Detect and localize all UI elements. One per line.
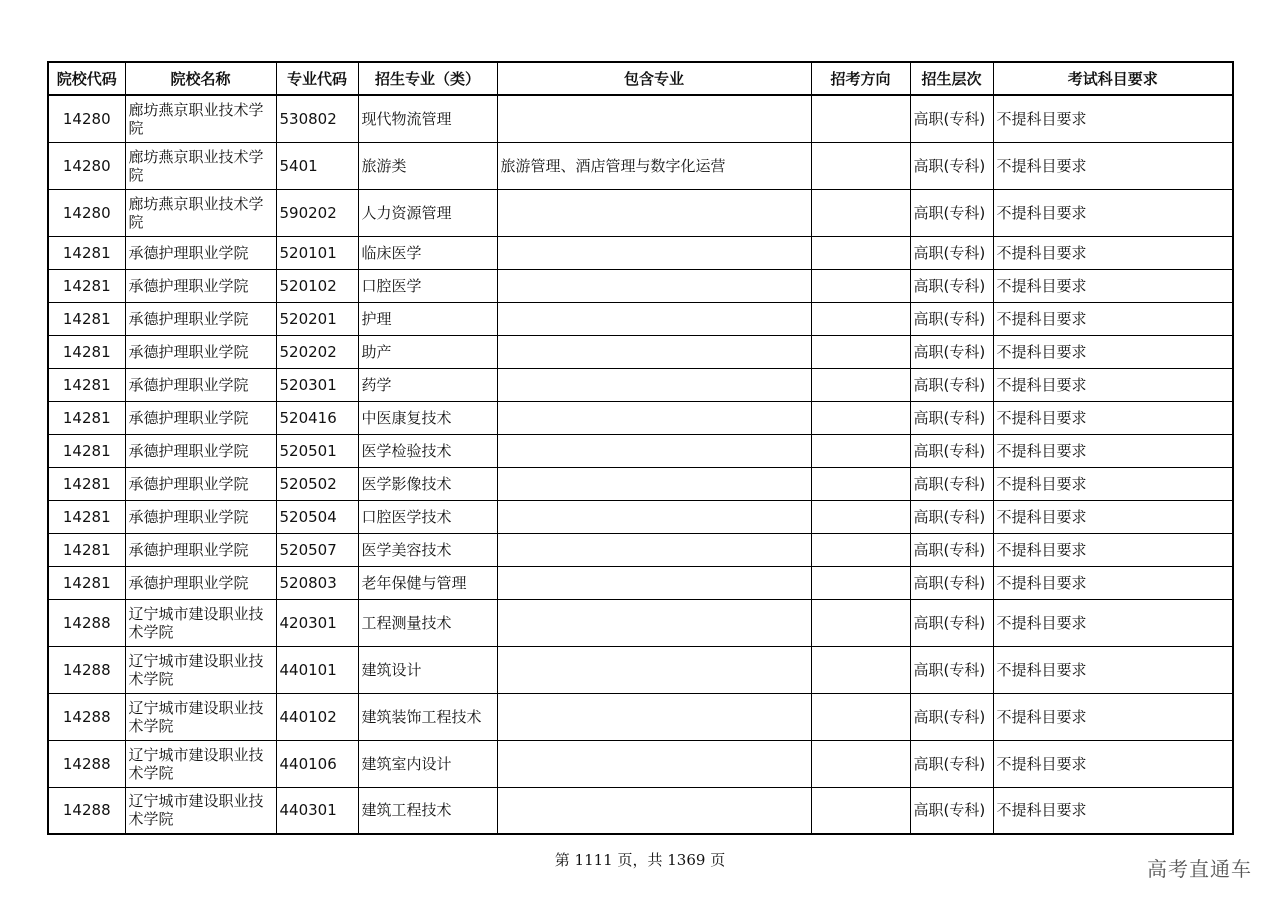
- cell-included-majors: [497, 95, 811, 142]
- table-row: [48, 236, 1233, 269]
- cell-major-code: 530802: [276, 95, 358, 142]
- cell-major: 工程测量技术: [358, 599, 497, 646]
- cell-level: 高职(专科): [910, 189, 993, 236]
- cell-school-name: 辽宁城市建设职业技术学院: [125, 646, 276, 693]
- cell-subject-requirement: 不提科目要求: [993, 467, 1233, 500]
- cell-included-majors: [497, 401, 811, 434]
- cell-direction: [811, 401, 910, 434]
- cell-major: 老年保健与管理: [358, 566, 497, 599]
- cell-direction: [811, 302, 910, 335]
- cell-major: 医学检验技术: [358, 434, 497, 467]
- cell-direction: [811, 533, 910, 566]
- cell-major: 建筑室内设计: [358, 740, 497, 787]
- table-row: [48, 368, 1233, 401]
- cell-subject-requirement: 不提科目要求: [993, 693, 1233, 740]
- table-row: [48, 787, 1233, 834]
- cell-major: 临床医学: [358, 236, 497, 269]
- header-major-code: 专业代码: [276, 62, 358, 95]
- header-school-code: 院校代码: [48, 62, 125, 95]
- cell-direction: [811, 236, 910, 269]
- table-row: [48, 646, 1233, 693]
- cell-major-code: 520416: [276, 401, 358, 434]
- cell-included-majors: [497, 599, 811, 646]
- cell-school-code: 14288: [48, 599, 125, 646]
- cell-school-code: 14281: [48, 269, 125, 302]
- cell-major: 现代物流管理: [358, 95, 497, 142]
- cell-level: 高职(专科): [910, 566, 993, 599]
- cell-level: 高职(专科): [910, 269, 993, 302]
- cell-level: 高职(专科): [910, 434, 993, 467]
- cell-school-name: 承德护理职业学院: [125, 236, 276, 269]
- cell-direction: [811, 142, 910, 189]
- cell-major: 助产: [358, 335, 497, 368]
- cell-major: 口腔医学技术: [358, 500, 497, 533]
- cell-included-majors: [497, 740, 811, 787]
- cell-direction: [811, 740, 910, 787]
- cell-direction: [811, 646, 910, 693]
- table-row: [48, 599, 1233, 646]
- cell-direction: [811, 269, 910, 302]
- cell-included-majors: 旅游管理、酒店管理与数字化运营: [497, 142, 811, 189]
- cell-subject-requirement: 不提科目要求: [993, 401, 1233, 434]
- cell-major-code: 5401: [276, 142, 358, 189]
- cell-major: 旅游类: [358, 142, 497, 189]
- cell-major: 口腔医学: [358, 269, 497, 302]
- cell-included-majors: [497, 335, 811, 368]
- cell-major-code: 590202: [276, 189, 358, 236]
- cell-school-code: 14281: [48, 533, 125, 566]
- cell-major: 建筑设计: [358, 646, 497, 693]
- header-subject-requirement: 考试科目要求: [993, 62, 1233, 95]
- table-row: [48, 95, 1233, 142]
- table-body: [48, 95, 1233, 834]
- table-row: [48, 500, 1233, 533]
- header-level: 招生层次: [910, 62, 993, 95]
- cell-included-majors: [497, 302, 811, 335]
- cell-direction: [811, 566, 910, 599]
- cell-major-code: 520202: [276, 335, 358, 368]
- cell-level: 高职(专科): [910, 401, 993, 434]
- cell-level: 高职(专科): [910, 533, 993, 566]
- table-row: [48, 401, 1233, 434]
- cell-school-name: 承德护理职业学院: [125, 335, 276, 368]
- cell-major-code: 520101: [276, 236, 358, 269]
- cell-school-name: 承德护理职业学院: [125, 467, 276, 500]
- cell-included-majors: [497, 566, 811, 599]
- cell-included-majors: [497, 693, 811, 740]
- cell-school-name: 辽宁城市建设职业技术学院: [125, 693, 276, 740]
- cell-direction: [811, 693, 910, 740]
- cell-school-name: 承德护理职业学院: [125, 533, 276, 566]
- cell-subject-requirement: 不提科目要求: [993, 500, 1233, 533]
- cell-subject-requirement: 不提科目要求: [993, 142, 1233, 189]
- table-row: [48, 189, 1233, 236]
- cell-direction: [811, 95, 910, 142]
- cell-level: 高职(专科): [910, 467, 993, 500]
- cell-school-code: 14288: [48, 787, 125, 834]
- cell-school-code: 14281: [48, 401, 125, 434]
- table-row: [48, 269, 1233, 302]
- cell-school-name: 承德护理职业学院: [125, 566, 276, 599]
- header-school-name: 院校名称: [125, 62, 276, 95]
- cell-included-majors: [497, 646, 811, 693]
- page-number: 第 1111 页，共 1369 页: [554, 851, 726, 869]
- cell-school-code: 14280: [48, 95, 125, 142]
- cell-school-code: 14281: [48, 500, 125, 533]
- cell-included-majors: [497, 500, 811, 533]
- cell-subject-requirement: 不提科目要求: [993, 269, 1233, 302]
- cell-major-code: 520102: [276, 269, 358, 302]
- cell-level: 高职(专科): [910, 787, 993, 834]
- cell-included-majors: [497, 269, 811, 302]
- cell-school-code: 14281: [48, 302, 125, 335]
- cell-major: 医学影像技术: [358, 467, 497, 500]
- cell-school-name: 廊坊燕京职业技术学院: [125, 95, 276, 142]
- cell-major-code: 520501: [276, 434, 358, 467]
- cell-direction: [811, 787, 910, 834]
- cell-level: 高职(专科): [910, 693, 993, 740]
- cell-included-majors: [497, 236, 811, 269]
- cell-level: 高职(专科): [910, 740, 993, 787]
- cell-included-majors: [497, 787, 811, 834]
- cell-major-code: 520507: [276, 533, 358, 566]
- cell-major: 中医康复技术: [358, 401, 497, 434]
- cell-included-majors: [497, 189, 811, 236]
- cell-school-name: 廊坊燕京职业技术学院: [125, 189, 276, 236]
- cell-level: 高职(专科): [910, 646, 993, 693]
- table-row: [48, 533, 1233, 566]
- header-major: 招生专业（类）: [358, 62, 497, 95]
- cell-level: 高职(专科): [910, 368, 993, 401]
- cell-level: 高职(专科): [910, 599, 993, 646]
- cell-subject-requirement: 不提科目要求: [993, 566, 1233, 599]
- cell-direction: [811, 368, 910, 401]
- cell-school-code: 14281: [48, 368, 125, 401]
- cell-major: 人力资源管理: [358, 189, 497, 236]
- header-included-majors: 包含专业: [497, 62, 811, 95]
- cell-major-code: 420301: [276, 599, 358, 646]
- cell-major-code: 440301: [276, 787, 358, 834]
- table-row: [48, 302, 1233, 335]
- cell-included-majors: [497, 434, 811, 467]
- cell-level: 高职(专科): [910, 95, 993, 142]
- cell-direction: [811, 599, 910, 646]
- cell-major: 建筑工程技术: [358, 787, 497, 834]
- cell-major: 医学美容技术: [358, 533, 497, 566]
- cell-included-majors: [497, 368, 811, 401]
- cell-school-code: 14281: [48, 467, 125, 500]
- cell-direction: [811, 467, 910, 500]
- cell-direction: [811, 189, 910, 236]
- cell-subject-requirement: 不提科目要求: [993, 740, 1233, 787]
- cell-subject-requirement: 不提科目要求: [993, 302, 1233, 335]
- cell-school-code: 14281: [48, 566, 125, 599]
- cell-major-code: 520803: [276, 566, 358, 599]
- cell-major-code: 440102: [276, 693, 358, 740]
- table-row: [48, 467, 1233, 500]
- cell-school-name: 承德护理职业学院: [125, 434, 276, 467]
- cell-major-code: 520201: [276, 302, 358, 335]
- table-row: [48, 693, 1233, 740]
- cell-level: 高职(专科): [910, 142, 993, 189]
- cell-school-code: 14288: [48, 693, 125, 740]
- cell-subject-requirement: 不提科目要求: [993, 368, 1233, 401]
- cell-subject-requirement: 不提科目要求: [993, 95, 1233, 142]
- cell-major-code: 520504: [276, 500, 358, 533]
- cell-level: 高职(专科): [910, 335, 993, 368]
- cell-school-name: 辽宁城市建设职业技术学院: [125, 787, 276, 834]
- cell-major: 护理: [358, 302, 497, 335]
- cell-school-name: 承德护理职业学院: [125, 401, 276, 434]
- cell-school-name: 承德护理职业学院: [125, 269, 276, 302]
- cell-level: 高职(专科): [910, 500, 993, 533]
- cell-school-name: 承德护理职业学院: [125, 500, 276, 533]
- cell-direction: [811, 335, 910, 368]
- cell-subject-requirement: 不提科目要求: [993, 189, 1233, 236]
- cell-subject-requirement: 不提科目要求: [993, 434, 1233, 467]
- cell-included-majors: [497, 467, 811, 500]
- table-row: [48, 142, 1233, 189]
- cell-school-name: 承德护理职业学院: [125, 368, 276, 401]
- table-row: [48, 335, 1233, 368]
- cell-included-majors: [497, 533, 811, 566]
- table-row: [48, 434, 1233, 467]
- cell-major-code: 520301: [276, 368, 358, 401]
- cell-major-code: 520502: [276, 467, 358, 500]
- cell-direction: [811, 500, 910, 533]
- watermark-logo-text: 高考直通车: [1147, 857, 1252, 881]
- table-header-row: [48, 62, 1233, 95]
- cell-school-code: 14281: [48, 335, 125, 368]
- cell-major: 建筑装饰工程技术: [358, 693, 497, 740]
- cell-school-code: 14281: [48, 236, 125, 269]
- cell-subject-requirement: 不提科目要求: [993, 335, 1233, 368]
- enrollment-table: [47, 61, 1234, 835]
- cell-direction: [811, 434, 910, 467]
- cell-level: 高职(专科): [910, 302, 993, 335]
- cell-school-name: 辽宁城市建设职业技术学院: [125, 599, 276, 646]
- cell-subject-requirement: 不提科目要求: [993, 533, 1233, 566]
- cell-school-code: 14288: [48, 740, 125, 787]
- cell-school-name: 承德护理职业学院: [125, 302, 276, 335]
- cell-subject-requirement: 不提科目要求: [993, 646, 1233, 693]
- table-row: [48, 566, 1233, 599]
- header-direction: 招考方向: [811, 62, 910, 95]
- cell-subject-requirement: 不提科目要求: [993, 236, 1233, 269]
- cell-major-code: 440106: [276, 740, 358, 787]
- cell-school-code: 14280: [48, 189, 125, 236]
- cell-school-name: 辽宁城市建设职业技术学院: [125, 740, 276, 787]
- table-row: [48, 740, 1233, 787]
- cell-level: 高职(专科): [910, 236, 993, 269]
- cell-school-code: 14281: [48, 434, 125, 467]
- cell-major-code: 440101: [276, 646, 358, 693]
- cell-school-code: 14280: [48, 142, 125, 189]
- cell-subject-requirement: 不提科目要求: [993, 599, 1233, 646]
- cell-major: 药学: [358, 368, 497, 401]
- cell-school-code: 14288: [48, 646, 125, 693]
- cell-school-name: 廊坊燕京职业技术学院: [125, 142, 276, 189]
- cell-subject-requirement: 不提科目要求: [993, 787, 1233, 834]
